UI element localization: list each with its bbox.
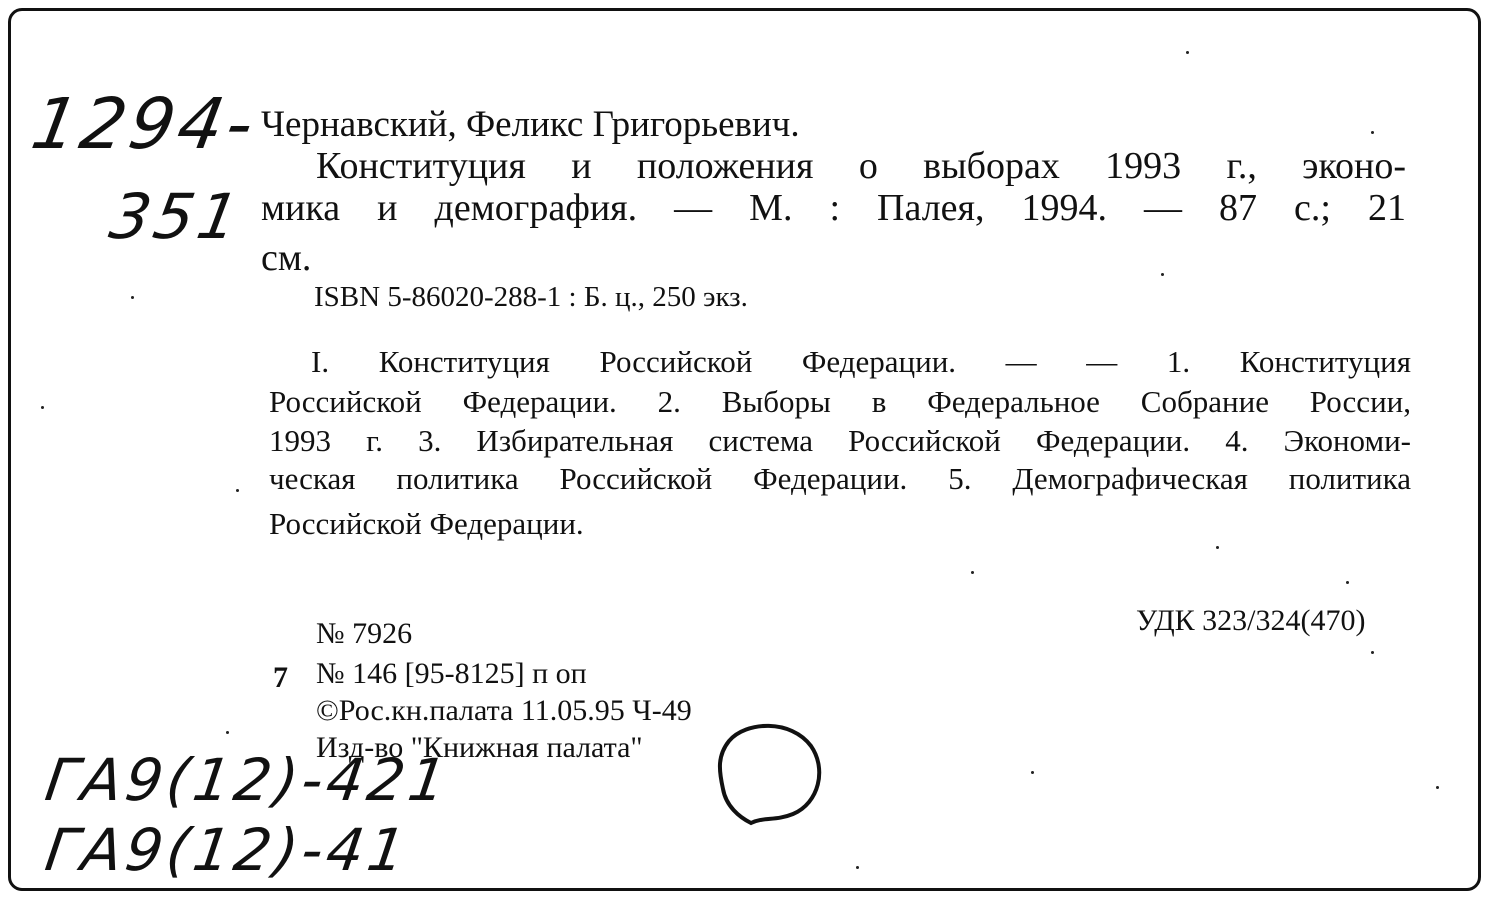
subject-line-2: Российской Федерации. 2. Выборы в Федеральное Собрание России, — [269, 384, 1411, 419]
scan-speck — [236, 489, 239, 492]
udc-code: УДК 323/324(470) — [1136, 604, 1366, 637]
scan-speck — [1436, 786, 1439, 789]
handwritten-call-number-bottom: 351 — [104, 180, 248, 253]
footer-line-3: Изд-во "Книжная палата" — [316, 731, 643, 764]
handwritten-class-code-2: ГА9(12)-41 — [41, 816, 414, 884]
scan-speck — [1346, 581, 1349, 584]
title-line-1: Конституция и положения о выборах 1993 г., эконо- — [316, 145, 1406, 187]
subject-line-4: ческая политика Российской Федерации. 5. Демографическая политика — [269, 461, 1411, 496]
scan-speck — [1031, 771, 1034, 774]
hand-drawn-circle — [701, 711, 831, 841]
isbn-line: ISBN 5-86020-288-1 : Б. ц., 250 экз. — [314, 281, 748, 313]
scan-speck — [1371, 131, 1374, 134]
subject-line-5: Российской Федерации. — [269, 506, 584, 541]
catalog-card — [8, 8, 1481, 891]
footer-prefix: 7 — [273, 661, 288, 694]
scan-speck — [1216, 546, 1219, 549]
title-line-2: мика и демография. — М. : Палея, 1994. — 87 с.; 21 — [261, 187, 1406, 229]
scan-speck — [856, 866, 859, 869]
author-heading: Чернавский, Феликс Григорьевич. — [261, 104, 800, 145]
scan-speck — [1186, 51, 1189, 54]
footer-line-2: ©Рос.кн.палата 11.05.95 Ч-49 — [316, 694, 692, 727]
subject-line-1: I. Конституция Российской Федерации. — — 1. Конституция — [311, 344, 1411, 379]
scan-speck — [41, 406, 44, 409]
scan-speck — [131, 296, 134, 299]
subject-line-3: 1993 г. 3. Избирательная система Российской Федерации. 4. Экономи- — [269, 423, 1411, 458]
scan-speck — [1371, 651, 1374, 654]
record-number: № 7926 — [316, 617, 413, 650]
scan-speck — [226, 731, 229, 734]
scan-speck — [1161, 273, 1164, 276]
scan-speck — [971, 571, 974, 574]
title-line-3: см. — [261, 237, 312, 279]
handwritten-call-number-top: 1294- — [25, 83, 264, 165]
footer-line-1: № 146 [95-8125] п оп — [316, 657, 587, 690]
handwritten-class-code-1: ГА9(12)-421 — [41, 746, 455, 814]
